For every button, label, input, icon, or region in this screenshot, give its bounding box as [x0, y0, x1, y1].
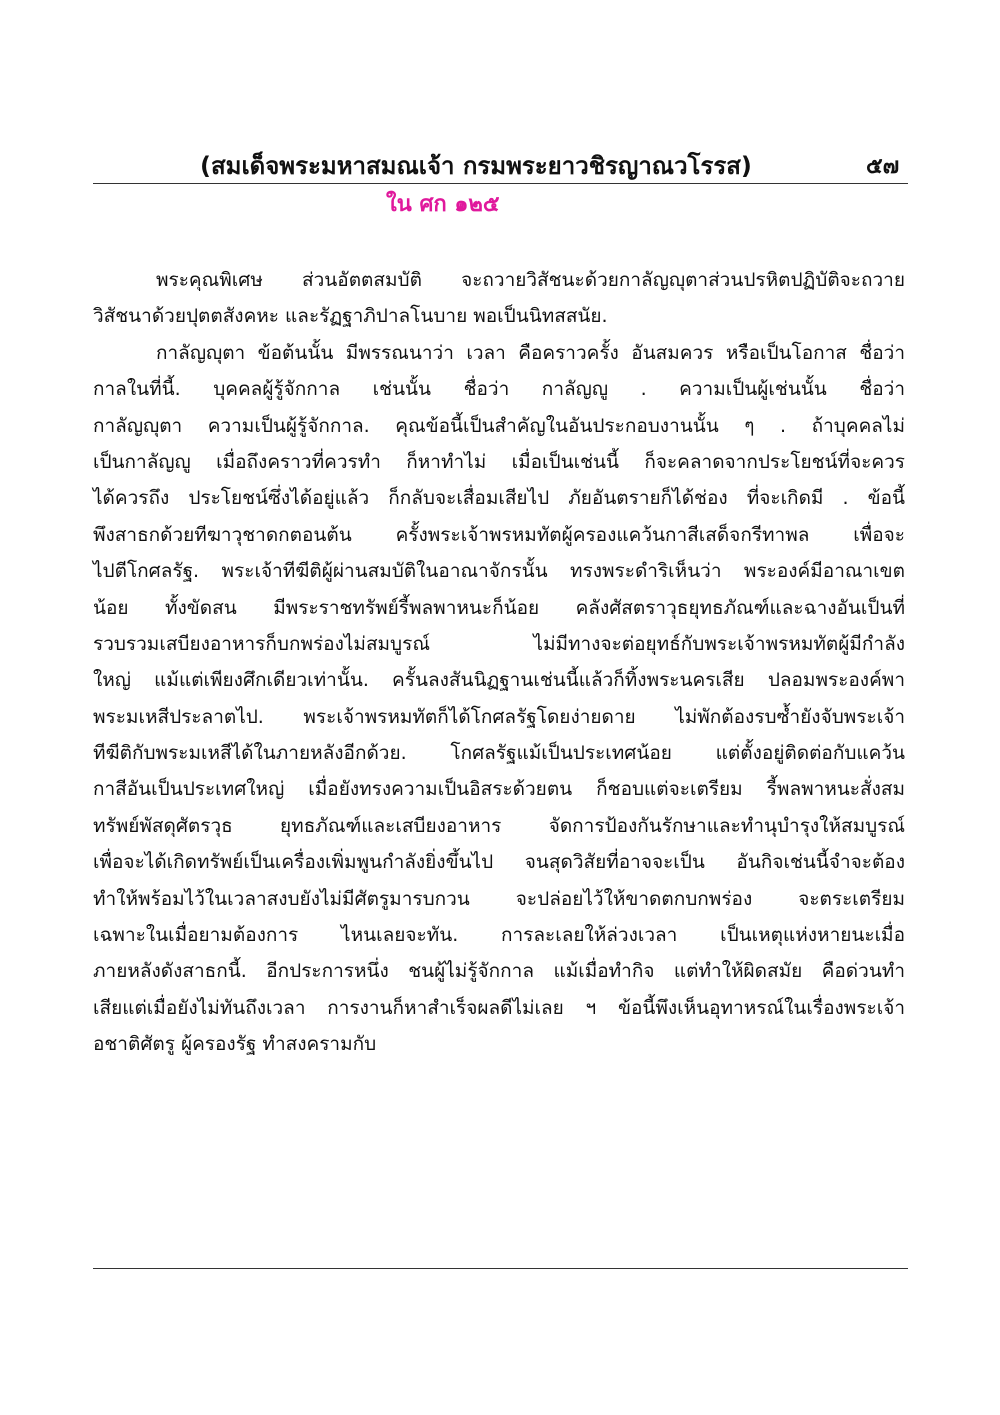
body-line: เฉพาะในเมื่อยามต้องการ ไหนเลยจะทัน. การละเลยให้ล่วงเวลา เป็นเหตุแห่งหายนะเมื่อ	[93, 924, 905, 947]
body-line: ทำให้พร้อมไว้ในเวลาสงบยังไม่มีศัตรูมารบกวน จะปล่อยไว้ให้ขาดตกบกพร่อง จะตระเตรียม	[93, 887, 905, 910]
body-line: อชาติศัตรู ผู้ครองรัฐ ทำสงครามกับ	[93, 1033, 377, 1056]
body-line: ใหญ่ แม้แต่เพียงศึกเดียวเท่านั้น. ครั้นลงสันนิฏฐานเช่นนี้แล้วก็ทิ้งพระนครเสีย ปลอมพระองค์พา	[93, 669, 905, 692]
footer-divider	[93, 1268, 908, 1269]
section-subtitle: ใน ศก ๑๒๕	[386, 192, 500, 217]
page-number: ๕๗	[866, 154, 900, 179]
body-line: รวบรวมเสบียงอาหารก็บกพร่องไม่สมบูรณ์ ไม่มีทางจะต่อยุทธ์กับพระเจ้าพรหมทัตผู้มีกำลัง	[93, 632, 905, 655]
body-line: ไปตีโกศลรัฐ. พระเจ้าทีฆีติผู้ผ่านสมบัติในอาณาจักรนั้น ทรงพระดำริเห็นว่า พระองค์มีอาณาเขต	[93, 560, 905, 583]
body-line: กาสีอันเป็นประเทศใหญ่ เมื่อยังทรงความเป็นอิสระด้วยตน ก็ชอบแต่จะเตรียม รี้พลพาหนะสั่งสม	[93, 778, 905, 801]
body-line: เสียแต่เมื่อยังไม่ทันถึงเวลา การงานก็หาสำเร็จผลดีไม่เลย ฯ ข้อนี้พึงเห็นอุทาหรณ์ในเรื่องพระเจ้า	[93, 996, 905, 1019]
body-line: ภายหลังดังสาธกนี้. อีกประการหนึ่ง ชนผู้ไม่รู้จักกาล แม้เมื่อทำกิจ แต่ทำให้ผิดสมัย คือด่วนทำ	[93, 960, 905, 983]
body-line: ทีฆีติกับพระมเหสีได้ในภายหลังอีกด้วย. โกศลรัฐแม้เป็นประเทศน้อย แต่ตั้งอยู่ติดต่อกับแคว้น	[93, 742, 905, 765]
body-line: เป็นกาลัญญู เมื่อถึงคราวที่ควรทำ ก็หาทำไม่ เมื่อเป็นเช่นนี้ ก็จะคลาดจากประโยชน์ที่จะควร	[93, 450, 905, 473]
body-line: ทรัพย์พัสดุศัตรวุธ ยุทธภัณฑ์และเสบียงอาหาร จัดการป้องกันรักษาและทำนุบำรุงให้สมบูรณ์	[93, 814, 905, 837]
body-line: พระคุณพิเศษ ส่วนอัตตสมบัติ จะถวายวิสัชนะด้วยกาลัญญุตาส่วนปรหิตปฏิบัติจะถวาย	[156, 269, 905, 291]
body-text	[93, 262, 905, 1063]
body-line: วิสัชนาด้วยปุตตสังคหะ และรัฏฐาภิปาลโนบาย พอเป็นนิทสสนัย.	[93, 305, 608, 328]
header-divider	[93, 183, 908, 184]
body-line: น้อย ทั้งขัดสน มีพระราชทรัพย์รี้พลพาหนะก็น้อย คลังศัสตราวุธยุทธภัณฑ์และฉางอันเป็นที่	[93, 596, 905, 619]
page-header-title: (สมเด็จพระมหาสมณเจ้า กรมพระยาวชิรญาณวโรรส)	[200, 152, 752, 180]
body-line: พึงสาธกด้วยทีฆาวุชาดกตอนต้น ครั้งพระเจ้าพรหมทัตผู้ครองแคว้นกาสีเสด็จกรีทาพล เพื่อจะ	[93, 523, 905, 546]
body-line: กาลในที่นี้. บุคคลผู้รู้จักกาล เช่นนั้น ชื่อว่า กาลัญญู . ความเป็นผู้เช่นนั้น ชื่อว่า	[93, 378, 905, 401]
body-line: เพื่อจะได้เกิดทรัพย์เป็นเครื่องเพิ่มพูนกำลังยิ่งขึ้นไป จนสุดวิสัยที่อาจจะเป็น อันกิจเช่นนี้จำจะต้อง	[93, 851, 905, 874]
body-line: พระมเหสีประลาตไป. พระเจ้าพรหมทัตก็ได้โกศลรัฐโดยง่ายดาย ไม่พักต้องรบซ้ำยังจับพระเจ้า	[93, 705, 905, 728]
body-line: กาลัญญุตา ความเป็นผู้รู้จักกาล. คุณข้อนี้เป็นสำคัญในอันประกอบงานนั้น ๆ . ถ้าบุคคลไม่	[93, 414, 905, 437]
body-line: กาลัญญุตา ข้อต้นนั้น มีพรรณนาว่า เวลา คือคราวครั้ง อันสมควร หรือเป็นโอกาส ชื่อว่า	[156, 341, 905, 364]
body-line: ได้ควรถึง ประโยชน์ซึ่งได้อยู่แล้ว ก็กลับจะเสื่อมเสียไป ภัยอันตรายก็ได้ช่อง ที่จะเกิดมี . ข้อนี้	[93, 487, 905, 510]
